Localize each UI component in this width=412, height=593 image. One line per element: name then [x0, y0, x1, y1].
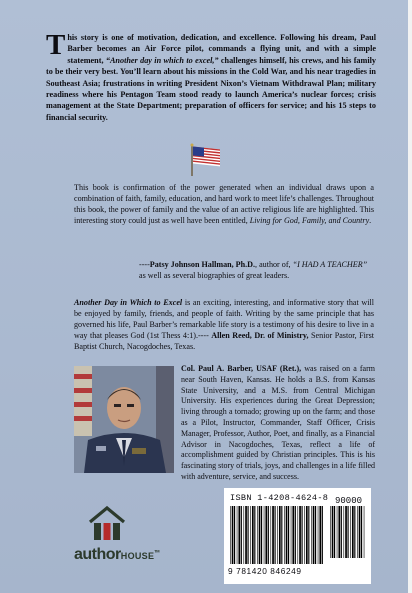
author-bio	[181, 364, 375, 483]
drop-cap: T	[46, 29, 66, 61]
barcode-bar	[315, 506, 316, 564]
barcode-bar	[318, 506, 319, 564]
barcode-bar	[244, 506, 245, 564]
barcode-bar	[338, 506, 340, 558]
barcode-bar	[238, 506, 240, 564]
attribution-mid: , author of,	[255, 260, 293, 269]
barcode-bar	[277, 506, 278, 564]
barcode-bar	[261, 506, 262, 564]
intro-blurb	[46, 29, 376, 123]
barcode-bar	[292, 506, 294, 564]
barcode-bar	[241, 506, 242, 564]
barcode-bar	[306, 506, 308, 564]
barcode-bar	[295, 506, 296, 564]
publisher-logo	[74, 546, 159, 564]
barcode-bar	[232, 506, 234, 564]
barcode-bar	[248, 506, 249, 564]
barcode-bar	[359, 506, 361, 558]
endorser-work: “I HAD A TEACHER”	[292, 260, 368, 269]
endorsement-reed-text: is an exciting, interesting, and informative story that will be enjoyed by family, friends, and people of faith. Writing by the same principle that has governed his life, Paul Barber’s remarkable life story is a testimony of his desire to live in a way that pleases God (1st Thess 4:1).----	[74, 298, 374, 340]
barcode-bar	[350, 506, 351, 558]
barcode-bar	[354, 506, 355, 558]
publisher-name-part1: author	[74, 546, 121, 563]
american-flag-icon	[188, 143, 222, 177]
alternate-title: Living for God, Family, and Country	[249, 215, 370, 225]
barcode-bar	[345, 506, 347, 558]
barcode-bar	[334, 506, 335, 558]
barcode-bar	[330, 506, 331, 558]
barcode-bar	[352, 506, 354, 558]
endorsement-hallman-text: This book is confirmation of the power generated when an individual draws upon a combination of faith, family, education, and hard work to meet life’s challenges. Throughout this book, the power of family and the value of an active religious life are highlighted. This interesting story could just as well have been entitled,	[74, 183, 374, 225]
endorser-name-hallman: Patsy Johnson Hallman, Ph.D.	[149, 260, 256, 269]
barcode-bar	[268, 506, 269, 564]
barcode-bar	[302, 506, 303, 564]
barcode-bar	[264, 506, 265, 564]
barcode-bar	[357, 506, 358, 558]
intro-text-2: challenges himself, his crews, and his family to be their very best. You’ll learn about his missions in the Cold War, and his near tragedies in Southeast Asia; frustrations in writing President Nixon’s Vietnam Withdrawal Plan; military readiness where his Pentagon Team stood ready to launch America’s nuclear forces; crisis management at the State Department; preparation of officers for service; and his 15 steps to financial security.	[46, 55, 376, 122]
barcode-bar	[286, 506, 288, 564]
barcode-bar	[252, 506, 254, 564]
barcode-bar	[272, 506, 274, 564]
endorsement-reed	[74, 298, 374, 353]
endorser-name-reed: Allen Reed, Dr. of Ministry,	[211, 330, 309, 340]
barcode-bar	[304, 506, 305, 564]
page-edge	[408, 0, 412, 593]
barcode-bar	[361, 506, 362, 558]
trademark-mark: TM	[154, 548, 160, 554]
endorser-affiliation: Senior Pastor, First Baptist Church, Nacogdoches, Texas.	[74, 330, 374, 351]
book-title: Another Day in Which to Excel	[74, 298, 183, 307]
barcode-bar	[348, 506, 349, 558]
barcode-bar	[298, 506, 299, 564]
isbn-barcode	[224, 488, 371, 584]
barcode-bar	[259, 506, 261, 564]
barcode-bars	[230, 506, 324, 564]
attribution-dashes: ----	[139, 260, 150, 269]
author-name: Col. Paul A. Barber, USAF (Ret.),	[181, 364, 302, 373]
endorsement-hallman-end: .	[369, 215, 372, 225]
authorhouse-logo-icon	[84, 505, 130, 541]
author-portrait-image	[74, 366, 174, 473]
barcode-bar	[230, 506, 231, 564]
barcode-bar	[257, 506, 258, 564]
isbn-number: ISBN 1-4208-4624-8	[230, 493, 329, 503]
barcode-bar	[288, 506, 289, 564]
barcode-bar	[254, 506, 255, 564]
barcode-bar	[234, 506, 235, 564]
barcode-bar	[337, 506, 338, 558]
barcode-bar	[311, 506, 312, 564]
barcode-bar	[344, 506, 345, 558]
endorsement-hallman	[74, 183, 374, 227]
barcode-bar	[341, 506, 342, 558]
barcode-bar	[284, 506, 285, 564]
barcode-bar	[237, 506, 238, 564]
barcode-bar	[279, 506, 281, 564]
barcode-bar	[265, 506, 267, 564]
endorsement-hallman-attribution	[139, 260, 374, 282]
barcode-bar	[322, 506, 323, 564]
barcode-bar	[319, 506, 321, 564]
barcode-bar	[245, 506, 247, 564]
intro-quote: “Another day in which to excel,”	[105, 55, 219, 65]
author-bio-text: was raised on a farm near South Haven, Kansas. He holds a B.S. from Kansas State University, and a M.S. from Central Michigan University. His experiences during the Great Depression; living through a tornado; growing up on the farm; and those as a Pilot, Instructor, Commander, Staff Officer, Crisis Manager, Professor, Author, Poet, and finally, as a Financial Advisor in Nacogdoches, Texas, reflect a life of accomplishment guided by Christian principles. This is his fascinating story of trials, joys, and challenges in a life filled with adventure, service, and success.	[181, 364, 375, 481]
author-photo	[74, 366, 174, 473]
barcode-bar	[313, 506, 315, 564]
barcode-bar	[308, 506, 309, 564]
barcode-bar	[275, 506, 276, 564]
addon-price-code: 90000	[335, 496, 363, 506]
barcode-bar	[299, 506, 301, 564]
barcode-addon-bars	[330, 506, 366, 558]
barcode-bar	[291, 506, 292, 564]
intro-text-1: his story is one of motivation, dedication, and excellence. Following his dream, Paul Barber becomes an Air Force pilot, commands a flying unit, and with a simple statement,	[67, 33, 376, 65]
attribution-end: as well as several biographies of great leaders.	[139, 270, 290, 280]
barcode-bar	[271, 506, 272, 564]
publisher-name-part2: HOUSE	[120, 551, 155, 561]
ean-number: 9 781420 846249	[228, 566, 302, 576]
barcode-bar	[250, 506, 251, 564]
barcode-bar	[281, 506, 282, 564]
barcode-bar	[364, 506, 365, 558]
barcode-bar	[332, 506, 334, 558]
